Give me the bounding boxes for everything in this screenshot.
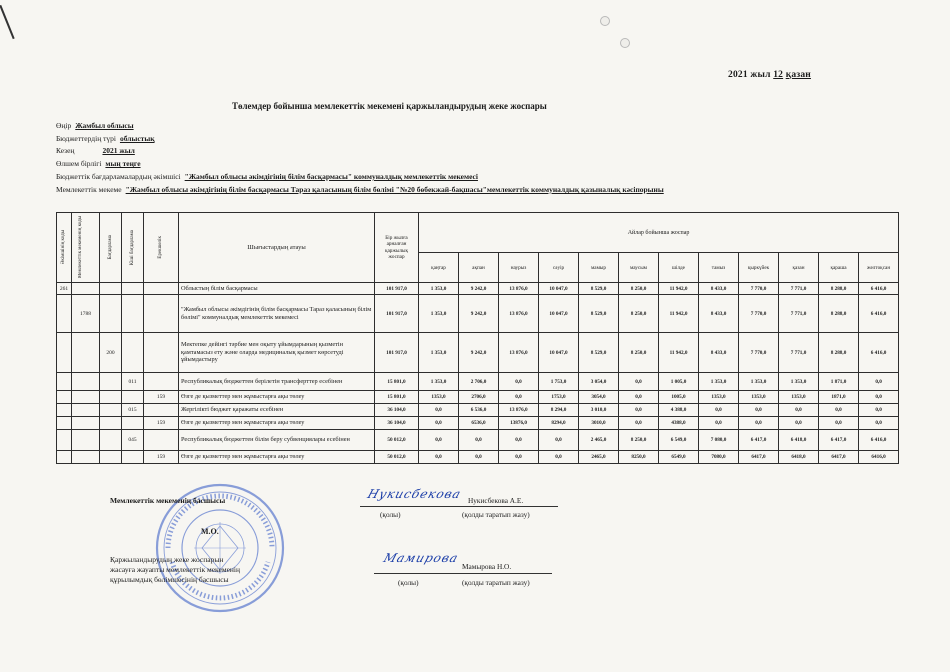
month-value-cell: 0,0 xyxy=(619,391,659,404)
code-cell: 159 xyxy=(144,391,179,404)
code-cell xyxy=(100,283,122,295)
meta-value: "Жамбыл облысы әкімдігінің білім басқармасы Тараз қаласының білім бөлімі "№20 бөбекжай-бақшасы"мемлекеттік коммуналдық қазыналық кәсіпорыны xyxy=(125,185,664,194)
month-value-cell: 8 433,0 xyxy=(699,283,739,295)
month-value-cell: 8 250,0 xyxy=(619,430,659,451)
month-header: маусым xyxy=(619,253,659,283)
month-value-cell: 1353,0 xyxy=(419,391,459,404)
expense-name-cell: Облыстың білім басқармасы xyxy=(179,283,375,295)
punch-hole xyxy=(600,16,610,26)
month-value-cell: 13876,0 xyxy=(499,417,539,430)
month-value-cell: 8 250,0 xyxy=(619,295,659,333)
annual-cell: 50 012,0 xyxy=(375,451,419,464)
handwritten-signature-2: Мамирова xyxy=(381,551,461,565)
month-header: ақпан xyxy=(459,253,499,283)
month-value-cell: 1871,0 xyxy=(819,391,859,404)
name-caption-2: (қолды таратып жазу) xyxy=(462,578,530,587)
code-cell xyxy=(122,295,144,333)
month-value-cell: 8250,0 xyxy=(619,451,659,464)
month-value-cell: 0,0 xyxy=(819,404,859,417)
month-value-cell: 8 433,0 xyxy=(699,295,739,333)
meta-value: облыстық xyxy=(119,134,155,143)
document-title: Төлемдер бойынша мемлекеттік мекемені қаржыландырудың жеке жоспары xyxy=(232,101,547,111)
month-value-cell: 11 942,0 xyxy=(659,283,699,295)
month-value-cell: 1 005,0 xyxy=(659,373,699,391)
col-institution-code: Мемлекеттік мекеменің коды xyxy=(72,213,100,283)
month-value-cell: 0,0 xyxy=(859,373,899,391)
code-cell xyxy=(122,283,144,295)
code-cell xyxy=(100,451,122,464)
punch-hole xyxy=(620,38,630,48)
annual-cell: 101 917,0 xyxy=(375,295,419,333)
month-value-cell: 1 353,0 xyxy=(419,333,459,373)
annual-cell: 101 917,0 xyxy=(375,283,419,295)
code-cell xyxy=(100,404,122,417)
month-value-cell: 13 876,0 xyxy=(499,283,539,295)
table-row xyxy=(57,404,899,417)
month-header: мамыр xyxy=(579,253,619,283)
code-cell: 011 xyxy=(122,373,144,391)
meta-period xyxy=(56,146,135,155)
month-value-cell: 0,0 xyxy=(539,451,579,464)
corner-mark xyxy=(0,5,15,39)
meta-label: Кезең xyxy=(56,146,75,155)
month-value-cell: 0,0 xyxy=(459,451,499,464)
expense-name-cell: Өзге де қызметтер мен жұмыстарға ақы төлеу xyxy=(179,391,375,404)
month-value-cell: 0,0 xyxy=(779,404,819,417)
month-header: қазан xyxy=(779,253,819,283)
month-value-cell: 8 433,0 xyxy=(699,333,739,373)
table-row xyxy=(57,373,899,391)
month-value-cell: 6 416,0 xyxy=(859,295,899,333)
responsible-label-line: құрылымдық бөлімшесінің басшысы xyxy=(110,575,229,585)
month-value-cell: 0,0 xyxy=(819,417,859,430)
code-cell xyxy=(72,430,100,451)
expense-name-cell: Өзге де қызметтер мен жұмыстарға ақы төлеу xyxy=(179,417,375,430)
col-specificity: Ерекшелік xyxy=(144,213,179,283)
month-value-cell: 13 876,0 xyxy=(499,404,539,417)
month-value-cell: 1005,0 xyxy=(659,391,699,404)
month-value-cell: 6 416,0 xyxy=(859,283,899,295)
responsible-name: Мамырова Н.О. xyxy=(462,562,512,571)
code-cell xyxy=(100,417,122,430)
meta-value: "Жамбыл облысы әкімдігінің білім басқармасы" коммуналдық мемлекеттік мекемесі xyxy=(184,172,478,181)
month-value-cell: 8 294,0 xyxy=(539,404,579,417)
expense-name-cell: Республикалық бюджеттен білім беру субвенциялары есебінен xyxy=(179,430,375,451)
expense-name-cell: Өзге де қызметтер мен жұмыстарға ақы төлеу xyxy=(179,451,375,464)
table-row xyxy=(57,333,899,373)
month-value-cell: 7 080,0 xyxy=(699,430,739,451)
table-header-row xyxy=(57,213,899,253)
expense-name-cell: Республикалық бюджеттен берілетін трансферттер есебінен xyxy=(179,373,375,391)
month-header: тамыз xyxy=(699,253,739,283)
month-value-cell: 10 047,0 xyxy=(539,333,579,373)
month-value-cell: 2465,0 xyxy=(579,451,619,464)
name-caption-1: (қолды таратып жазу) xyxy=(462,510,530,519)
sign-caption-2: (қолы) xyxy=(398,578,419,587)
table-row xyxy=(57,451,899,464)
month-value-cell: 9 242,0 xyxy=(459,295,499,333)
meta-label: Мемлекеттік мекеме xyxy=(56,185,122,194)
meta-unit xyxy=(56,159,141,168)
month-value-cell: 3 010,0 xyxy=(579,404,619,417)
table-row xyxy=(57,430,899,451)
month-value-cell: 6 418,0 xyxy=(779,430,819,451)
month-value-cell: 7 771,0 xyxy=(779,333,819,373)
month-value-cell: 3010,0 xyxy=(579,417,619,430)
code-cell xyxy=(100,430,122,451)
meta-label: Бюджеттік бағдарламалардың әкімшісі xyxy=(56,172,181,181)
month-value-cell: 0,0 xyxy=(859,417,899,430)
month-value-cell: 1 871,0 xyxy=(819,373,859,391)
code-cell: 1788 xyxy=(72,295,100,333)
month-value-cell: 11 942,0 xyxy=(659,333,699,373)
month-value-cell: 1753,0 xyxy=(539,391,579,404)
code-cell xyxy=(144,295,179,333)
head-name: Нукисбекова А.Е. xyxy=(468,496,524,505)
responsible-label-line: жасауға жауапты мемлекеттік мекеменің xyxy=(110,565,241,575)
month-value-cell: 8 250,0 xyxy=(619,283,659,295)
annual-cell: 15 801,0 xyxy=(375,373,419,391)
month-value-cell: 6418,0 xyxy=(779,451,819,464)
month-value-cell: 2706,0 xyxy=(459,391,499,404)
month-value-cell: 7 770,0 xyxy=(739,295,779,333)
stamp-mp-label: М.О. xyxy=(201,527,219,536)
code-cell xyxy=(122,333,144,373)
signature-line xyxy=(374,573,462,574)
month-header: қыркүйек xyxy=(739,253,779,283)
month-value-cell: 4 388,0 xyxy=(659,404,699,417)
month-value-cell: 8 288,0 xyxy=(819,295,859,333)
month-value-cell: 0,0 xyxy=(699,404,739,417)
annual-cell: 15 801,0 xyxy=(375,391,419,404)
code-cell: 015 xyxy=(122,404,144,417)
meta-label: Өңір xyxy=(56,121,72,130)
month-value-cell: 0,0 xyxy=(499,451,539,464)
month-value-cell: 0,0 xyxy=(619,373,659,391)
month-value-cell: 0,0 xyxy=(619,417,659,430)
name-line xyxy=(466,506,558,507)
month-header: шілде xyxy=(659,253,699,283)
month-value-cell: 0,0 xyxy=(499,373,539,391)
table-body xyxy=(57,283,899,464)
table-row xyxy=(57,417,899,430)
month-header: сәуір xyxy=(539,253,579,283)
month-value-cell: 1353,0 xyxy=(779,391,819,404)
code-cell xyxy=(100,373,122,391)
month-value-cell: 1 753,0 xyxy=(539,373,579,391)
month-header: қараша xyxy=(819,253,859,283)
month-value-cell: 0,0 xyxy=(499,391,539,404)
meta-budget-type xyxy=(56,134,155,143)
code-cell xyxy=(122,451,144,464)
financing-plan-table xyxy=(56,212,899,464)
month-value-cell: 0,0 xyxy=(539,430,579,451)
month-value-cell: 6 416,0 xyxy=(859,430,899,451)
responsible-label-line: Қаржыландырудың жеке жоспарын xyxy=(110,555,224,564)
month-value-cell: 13 876,0 xyxy=(499,295,539,333)
code-cell xyxy=(57,417,72,430)
code-cell xyxy=(144,333,179,373)
month-value-cell: 8 288,0 xyxy=(819,333,859,373)
code-cell xyxy=(100,391,122,404)
month-value-cell: 0,0 xyxy=(459,430,499,451)
month-value-cell: 1353,0 xyxy=(699,391,739,404)
annual-cell: 101 917,0 xyxy=(375,333,419,373)
meta-administrator xyxy=(56,172,478,181)
annual-cell: 36 104,0 xyxy=(375,417,419,430)
meta-institution xyxy=(56,185,664,194)
month-value-cell: 2 465,0 xyxy=(579,430,619,451)
month-value-cell: 9 242,0 xyxy=(459,333,499,373)
code-cell xyxy=(57,451,72,464)
name-line xyxy=(462,573,552,574)
month-value-cell: 6549,0 xyxy=(659,451,699,464)
month-value-cell: 0,0 xyxy=(499,430,539,451)
month-value-cell: 0,0 xyxy=(699,417,739,430)
meta-region xyxy=(56,121,134,130)
sign-caption-1: (қолы) xyxy=(380,510,401,519)
col-expense-name: Шығыстардың атауы xyxy=(179,213,375,283)
month-value-cell: 1 353,0 xyxy=(739,373,779,391)
table-row xyxy=(57,295,899,333)
expense-name-cell: Жергілікті бюджет қаражаты есебінен xyxy=(179,404,375,417)
code-cell xyxy=(122,391,144,404)
month-value-cell: 8 529,0 xyxy=(579,295,619,333)
month-value-cell: 6416,0 xyxy=(859,451,899,464)
code-cell xyxy=(57,404,72,417)
month-value-cell: 9 242,0 xyxy=(459,283,499,295)
month-value-cell: 3054,0 xyxy=(579,391,619,404)
code-cell: 045 xyxy=(122,430,144,451)
code-cell: 159 xyxy=(144,417,179,430)
month-value-cell: 6417,0 xyxy=(739,451,779,464)
month-value-cell: 1 353,0 xyxy=(419,295,459,333)
annual-cell: 50 012,0 xyxy=(375,430,419,451)
month-value-cell: 6536,0 xyxy=(459,417,499,430)
code-cell xyxy=(72,391,100,404)
code-cell: 261 xyxy=(57,283,72,295)
expense-name-cell: Мектепке дейінгі тәрбие мен оқыту ұйымдарының қызметін қамтамасыз ету және оларда медициналық қызмет көрсетуді ұйымдастыру xyxy=(179,333,375,373)
month-value-cell: 7 770,0 xyxy=(739,283,779,295)
expense-name-cell: "Жамбыл облысы әкімдігінің білім басқармасы Тараз қаласының білім бөлімі" коммуналдық мемлекеттік мекемесі xyxy=(179,295,375,333)
month-value-cell: 0,0 xyxy=(739,404,779,417)
date-jyl: жыл xyxy=(750,70,771,80)
code-cell xyxy=(57,391,72,404)
month-value-cell: 8 529,0 xyxy=(579,283,619,295)
code-cell: 159 xyxy=(144,451,179,464)
month-value-cell: 1 353,0 xyxy=(699,373,739,391)
code-cell xyxy=(72,451,100,464)
code-cell xyxy=(57,430,72,451)
code-cell xyxy=(144,283,179,295)
code-cell: 200 xyxy=(100,333,122,373)
document-date xyxy=(728,70,811,80)
month-header: қаңтар xyxy=(419,253,459,283)
month-value-cell: 6 549,0 xyxy=(659,430,699,451)
col-monthly-plan: Айлар бойынша жоспар xyxy=(419,213,899,253)
meta-value: Жамбыл облысы xyxy=(75,121,134,130)
month-value-cell: 0,0 xyxy=(859,404,899,417)
month-value-cell: 7080,0 xyxy=(699,451,739,464)
month-value-cell: 0,0 xyxy=(419,404,459,417)
meta-value: 2021 жыл xyxy=(102,146,135,155)
date-day: 12 xyxy=(773,70,784,80)
month-value-cell: 1 353,0 xyxy=(419,373,459,391)
month-value-cell: 1 353,0 xyxy=(779,373,819,391)
month-value-cell: 1 353,0 xyxy=(419,283,459,295)
month-value-cell: 0,0 xyxy=(419,451,459,464)
code-cell xyxy=(72,283,100,295)
table-row xyxy=(57,391,899,404)
month-value-cell: 6 416,0 xyxy=(859,333,899,373)
month-value-cell: 8 288,0 xyxy=(819,283,859,295)
month-value-cell: 0,0 xyxy=(419,417,459,430)
month-value-cell: 3 054,0 xyxy=(579,373,619,391)
code-cell xyxy=(57,373,72,391)
date-year: 2021 xyxy=(728,70,748,80)
month-value-cell: 7 771,0 xyxy=(779,295,819,333)
signature-line xyxy=(360,506,466,507)
month-value-cell: 6 417,0 xyxy=(739,430,779,451)
code-cell xyxy=(72,404,100,417)
month-value-cell: 0,0 xyxy=(859,391,899,404)
month-header: желтоқсан xyxy=(859,253,899,283)
month-value-cell: 8294,0 xyxy=(539,417,579,430)
code-cell xyxy=(57,295,72,333)
month-value-cell: 0,0 xyxy=(779,417,819,430)
annual-cell: 36 104,0 xyxy=(375,404,419,417)
meta-label: Бюджеттердің түрі xyxy=(56,134,116,143)
month-value-cell: 7 770,0 xyxy=(739,333,779,373)
table-row xyxy=(57,283,899,295)
responsible-label xyxy=(110,555,240,585)
month-value-cell: 8 250,0 xyxy=(619,333,659,373)
meta-value: мың теңге xyxy=(105,159,141,168)
month-value-cell: 0,0 xyxy=(619,404,659,417)
month-value-cell: 0,0 xyxy=(739,417,779,430)
head-label: Мемлекеттік мекеменің басшысы xyxy=(110,496,226,505)
month-value-cell: 6 536,0 xyxy=(459,404,499,417)
month-value-cell: 0,0 xyxy=(419,430,459,451)
code-cell xyxy=(72,417,100,430)
code-cell xyxy=(144,404,179,417)
month-value-cell: 2 706,0 xyxy=(459,373,499,391)
col-subprogram: Кіші бағдарлама xyxy=(122,213,144,283)
meta-label: Өлшем бірлігі xyxy=(56,159,102,168)
date-month: қазан xyxy=(785,70,811,80)
month-value-cell: 6417,0 xyxy=(819,451,859,464)
month-value-cell: 7 771,0 xyxy=(779,283,819,295)
month-value-cell: 10 047,0 xyxy=(539,295,579,333)
code-cell xyxy=(57,333,72,373)
col-program: Бағдарлама xyxy=(100,213,122,283)
month-value-cell: 6 417,0 xyxy=(819,430,859,451)
month-value-cell: 1353,0 xyxy=(739,391,779,404)
month-header: наурыз xyxy=(499,253,539,283)
code-cell xyxy=(100,295,122,333)
code-cell xyxy=(122,417,144,430)
handwritten-signature-1: Нукисбекова xyxy=(365,487,464,501)
code-cell xyxy=(144,373,179,391)
code-cell xyxy=(72,373,100,391)
month-value-cell: 13 876,0 xyxy=(499,333,539,373)
code-cell xyxy=(72,333,100,373)
col-admin-code: Әкімшінің коды xyxy=(57,213,72,283)
col-annual-plan: Бір жылға арналған қаржылық жоспар xyxy=(375,213,419,283)
month-value-cell: 4388,0 xyxy=(659,417,699,430)
month-value-cell: 8 529,0 xyxy=(579,333,619,373)
month-value-cell: 11 942,0 xyxy=(659,295,699,333)
code-cell xyxy=(144,430,179,451)
month-value-cell: 10 047,0 xyxy=(539,283,579,295)
